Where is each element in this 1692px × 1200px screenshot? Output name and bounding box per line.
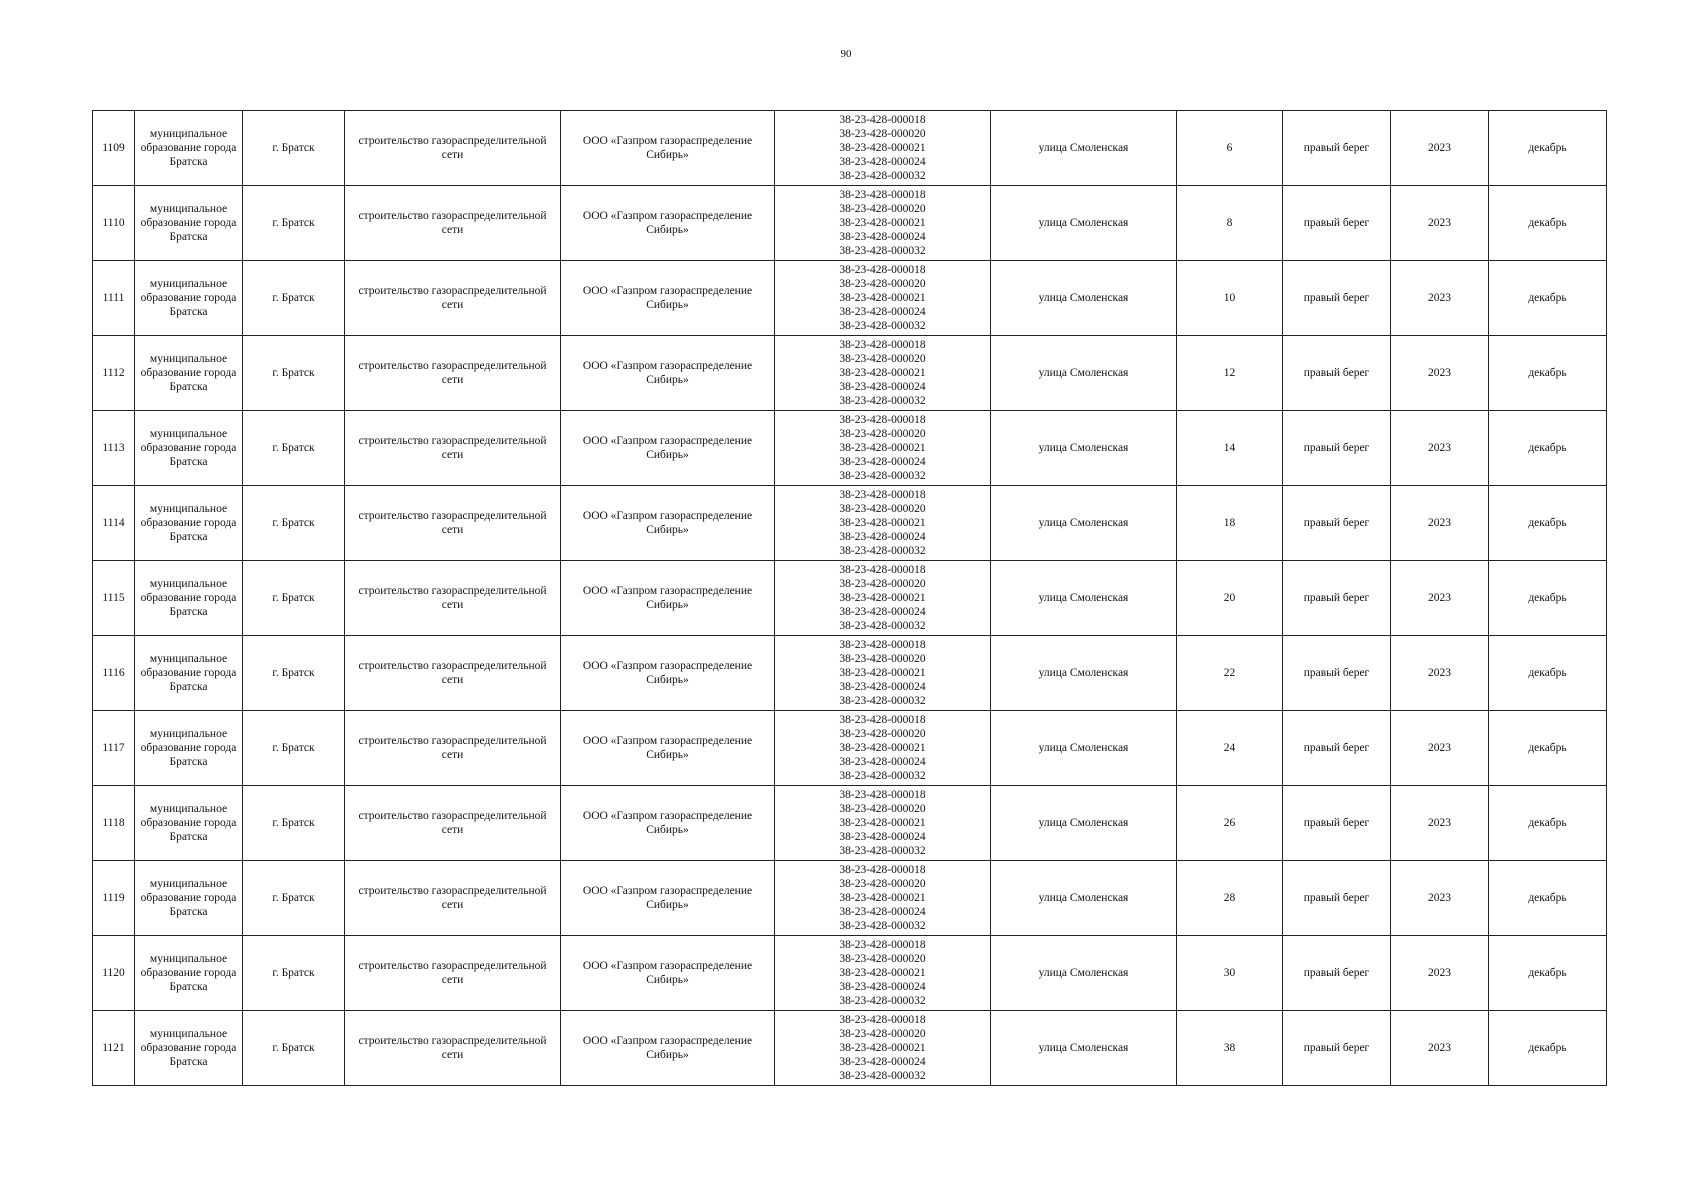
organization-cell: ООО «Газпром газораспределение Сибирь» — [561, 1011, 775, 1086]
river-bank-cell: правый берег — [1283, 861, 1391, 936]
municipality-cell: муниципальное образование города Братска — [135, 786, 243, 861]
table-row — [93, 336, 1607, 411]
row-number-cell: 1112 — [93, 336, 135, 411]
city-cell: г. Братск — [243, 411, 345, 486]
city-cell: г. Братск — [243, 111, 345, 186]
cadastral-number: 38-23-428-000020 — [839, 578, 926, 590]
city-cell: г. Братск — [243, 186, 345, 261]
cadastral-number: 38-23-428-000021 — [839, 442, 926, 454]
month-cell: декабрь — [1489, 636, 1607, 711]
cadastral-number: 38-23-428-000018 — [839, 264, 926, 276]
street-cell: улица Смоленская — [991, 186, 1177, 261]
street-cell: улица Смоленская — [991, 1011, 1177, 1086]
street-cell: улица Смоленская — [991, 111, 1177, 186]
row-number-cell: 1109 — [93, 111, 135, 186]
month-cell: декабрь — [1489, 261, 1607, 336]
cadastral-cell — [775, 336, 991, 411]
row-number-cell: 1120 — [93, 936, 135, 1011]
cadastral-number: 38-23-428-000032 — [839, 770, 926, 782]
cadastral-number: 38-23-428-000021 — [839, 667, 926, 679]
year-cell: 2023 — [1391, 636, 1489, 711]
organization-cell: ООО «Газпром газораспределение Сибирь» — [561, 111, 775, 186]
register-table — [92, 110, 1607, 1086]
cadastral-number: 38-23-428-000032 — [839, 395, 926, 407]
table-row — [93, 261, 1607, 336]
cadastral-number: 38-23-428-000021 — [839, 517, 926, 529]
table-row — [93, 486, 1607, 561]
cadastral-number: 38-23-428-000024 — [839, 756, 926, 768]
year-cell: 2023 — [1391, 336, 1489, 411]
cadastral-number: 38-23-428-000032 — [839, 545, 926, 557]
cadastral-number: 38-23-428-000024 — [839, 231, 926, 243]
city-cell: г. Братск — [243, 561, 345, 636]
organization-cell: ООО «Газпром газораспределение Сибирь» — [561, 711, 775, 786]
city-cell: г. Братск — [243, 261, 345, 336]
page-number: 90 — [840, 48, 852, 60]
table-row — [93, 111, 1607, 186]
municipality-cell: муниципальное образование города Братска — [135, 336, 243, 411]
municipality-cell: муниципальное образование города Братска — [135, 186, 243, 261]
river-bank-cell: правый берег — [1283, 186, 1391, 261]
month-cell: декабрь — [1489, 111, 1607, 186]
work-type-cell: строительство газораспределительной сети — [345, 636, 561, 711]
street-cell: улица Смоленская — [991, 411, 1177, 486]
house-number-cell: 26 — [1177, 786, 1283, 861]
table-row — [93, 636, 1607, 711]
cadastral-number: 38-23-428-000032 — [839, 470, 926, 482]
cadastral-number: 38-23-428-000032 — [839, 620, 926, 632]
house-number-cell: 38 — [1177, 1011, 1283, 1086]
year-cell: 2023 — [1391, 936, 1489, 1011]
street-cell: улица Смоленская — [991, 711, 1177, 786]
cadastral-number: 38-23-428-000024 — [839, 906, 926, 918]
organization-cell: ООО «Газпром газораспределение Сибирь» — [561, 936, 775, 1011]
cadastral-number: 38-23-428-000024 — [839, 306, 926, 318]
month-cell: декабрь — [1489, 711, 1607, 786]
cadastral-number: 38-23-428-000021 — [839, 967, 926, 979]
cadastral-number: 38-23-428-000018 — [839, 414, 926, 426]
cadastral-number: 38-23-428-000018 — [839, 864, 926, 876]
month-cell: декабрь — [1489, 186, 1607, 261]
cadastral-number: 38-23-428-000020 — [839, 1028, 926, 1040]
house-number-cell: 10 — [1177, 261, 1283, 336]
cadastral-number: 38-23-428-000020 — [839, 428, 926, 440]
organization-cell: ООО «Газпром газораспределение Сибирь» — [561, 561, 775, 636]
row-number-cell: 1116 — [93, 636, 135, 711]
cadastral-cell — [775, 111, 991, 186]
house-number-cell: 24 — [1177, 711, 1283, 786]
river-bank-cell: правый берег — [1283, 786, 1391, 861]
river-bank-cell: правый берег — [1283, 936, 1391, 1011]
river-bank-cell: правый берег — [1283, 111, 1391, 186]
river-bank-cell: правый берег — [1283, 711, 1391, 786]
cadastral-cell — [775, 486, 991, 561]
cadastral-number: 38-23-428-000032 — [839, 1070, 926, 1082]
work-type-cell: строительство газораспределительной сети — [345, 1011, 561, 1086]
table-row — [93, 711, 1607, 786]
cadastral-number: 38-23-428-000024 — [839, 1056, 926, 1068]
cadastral-number: 38-23-428-000018 — [839, 489, 926, 501]
cadastral-number: 38-23-428-000020 — [839, 878, 926, 890]
river-bank-cell: правый берег — [1283, 1011, 1391, 1086]
cadastral-cell — [775, 861, 991, 936]
city-cell: г. Братск — [243, 861, 345, 936]
year-cell: 2023 — [1391, 261, 1489, 336]
cadastral-cell — [775, 261, 991, 336]
river-bank-cell: правый берег — [1283, 336, 1391, 411]
table-row — [93, 936, 1607, 1011]
cadastral-number: 38-23-428-000018 — [839, 339, 926, 351]
cadastral-number: 38-23-428-000018 — [839, 1014, 926, 1026]
river-bank-cell: правый берег — [1283, 411, 1391, 486]
cadastral-number: 38-23-428-000021 — [839, 817, 926, 829]
table-row — [93, 786, 1607, 861]
month-cell: декабрь — [1489, 486, 1607, 561]
cadastral-number: 38-23-428-000021 — [839, 217, 926, 229]
cadastral-number: 38-23-428-000021 — [839, 892, 926, 904]
cadastral-number: 38-23-428-000020 — [839, 728, 926, 740]
house-number-cell: 28 — [1177, 861, 1283, 936]
cadastral-number: 38-23-428-000018 — [839, 639, 926, 651]
organization-cell: ООО «Газпром газораспределение Сибирь» — [561, 486, 775, 561]
table-row — [93, 186, 1607, 261]
cadastral-number: 38-23-428-000018 — [839, 714, 926, 726]
row-number-cell: 1111 — [93, 261, 135, 336]
cadastral-number: 38-23-428-000020 — [839, 128, 926, 140]
street-cell: улица Смоленская — [991, 786, 1177, 861]
row-number-cell: 1113 — [93, 411, 135, 486]
cadastral-number: 38-23-428-000020 — [839, 953, 926, 965]
cadastral-number: 38-23-428-000018 — [839, 189, 926, 201]
river-bank-cell: правый берег — [1283, 636, 1391, 711]
cadastral-number: 38-23-428-000020 — [839, 653, 926, 665]
work-type-cell: строительство газораспределительной сети — [345, 261, 561, 336]
cadastral-number: 38-23-428-000021 — [839, 367, 926, 379]
street-cell: улица Смоленская — [991, 336, 1177, 411]
row-number-cell: 1121 — [93, 1011, 135, 1086]
cadastral-number: 38-23-428-000024 — [839, 606, 926, 618]
cadastral-number: 38-23-428-000018 — [839, 939, 926, 951]
work-type-cell: строительство газораспределительной сети — [345, 486, 561, 561]
year-cell: 2023 — [1391, 861, 1489, 936]
cadastral-number: 38-23-428-000018 — [839, 114, 926, 126]
municipality-cell: муниципальное образование города Братска — [135, 861, 243, 936]
cadastral-number: 38-23-428-000024 — [839, 681, 926, 693]
organization-cell: ООО «Газпром газораспределение Сибирь» — [561, 336, 775, 411]
year-cell: 2023 — [1391, 111, 1489, 186]
month-cell: декабрь — [1489, 1011, 1607, 1086]
organization-cell: ООО «Газпром газораспределение Сибирь» — [561, 786, 775, 861]
street-cell: улица Смоленская — [991, 486, 1177, 561]
municipality-cell: муниципальное образование города Братска — [135, 561, 243, 636]
cadastral-number: 38-23-428-000021 — [839, 592, 926, 604]
cadastral-number: 38-23-428-000024 — [839, 156, 926, 168]
street-cell: улица Смоленская — [991, 636, 1177, 711]
work-type-cell: строительство газораспределительной сети — [345, 786, 561, 861]
row-number-cell: 1114 — [93, 486, 135, 561]
city-cell: г. Братск — [243, 636, 345, 711]
organization-cell: ООО «Газпром газораспределение Сибирь» — [561, 186, 775, 261]
cadastral-number: 38-23-428-000024 — [839, 531, 926, 543]
municipality-cell: муниципальное образование города Братска — [135, 936, 243, 1011]
cadastral-number: 38-23-428-000020 — [839, 278, 926, 290]
organization-cell: ООО «Газпром газораспределение Сибирь» — [561, 411, 775, 486]
table-row — [93, 1011, 1607, 1086]
municipality-cell: муниципальное образование города Братска — [135, 711, 243, 786]
house-number-cell: 12 — [1177, 336, 1283, 411]
table-row — [93, 411, 1607, 486]
cadastral-number: 38-23-428-000020 — [839, 503, 926, 515]
work-type-cell: строительство газораспределительной сети — [345, 561, 561, 636]
month-cell: декабрь — [1489, 561, 1607, 636]
work-type-cell: строительство газораспределительной сети — [345, 711, 561, 786]
organization-cell: ООО «Газпром газораспределение Сибирь» — [561, 261, 775, 336]
cadastral-cell — [775, 786, 991, 861]
table-body — [93, 111, 1607, 1086]
cadastral-cell — [775, 1011, 991, 1086]
house-number-cell: 20 — [1177, 561, 1283, 636]
row-number-cell: 1119 — [93, 861, 135, 936]
river-bank-cell: правый берег — [1283, 561, 1391, 636]
cadastral-number: 38-23-428-000024 — [839, 456, 926, 468]
street-cell: улица Смоленская — [991, 861, 1177, 936]
cadastral-number: 38-23-428-000021 — [839, 1042, 926, 1054]
cadastral-number: 38-23-428-000020 — [839, 803, 926, 815]
municipality-cell: муниципальное образование города Братска — [135, 261, 243, 336]
year-cell: 2023 — [1391, 561, 1489, 636]
year-cell: 2023 — [1391, 411, 1489, 486]
year-cell: 2023 — [1391, 1011, 1489, 1086]
cadastral-number: 38-23-428-000021 — [839, 142, 926, 154]
year-cell: 2023 — [1391, 486, 1489, 561]
cadastral-cell — [775, 636, 991, 711]
month-cell: декабрь — [1489, 411, 1607, 486]
house-number-cell: 18 — [1177, 486, 1283, 561]
cadastral-number: 38-23-428-000021 — [839, 292, 926, 304]
month-cell: декабрь — [1489, 786, 1607, 861]
cadastral-number: 38-23-428-000021 — [839, 742, 926, 754]
table-row — [93, 561, 1607, 636]
cadastral-cell — [775, 411, 991, 486]
street-cell: улица Смоленская — [991, 261, 1177, 336]
river-bank-cell: правый берег — [1283, 486, 1391, 561]
municipality-cell: муниципальное образование города Братска — [135, 111, 243, 186]
cadastral-number: 38-23-428-000018 — [839, 564, 926, 576]
cadastral-number: 38-23-428-000032 — [839, 245, 926, 257]
cadastral-number: 38-23-428-000032 — [839, 920, 926, 932]
house-number-cell: 6 — [1177, 111, 1283, 186]
row-number-cell: 1110 — [93, 186, 135, 261]
row-number-cell: 1115 — [93, 561, 135, 636]
work-type-cell: строительство газораспределительной сети — [345, 411, 561, 486]
row-number-cell: 1117 — [93, 711, 135, 786]
month-cell: декабрь — [1489, 336, 1607, 411]
year-cell: 2023 — [1391, 711, 1489, 786]
city-cell: г. Братск — [243, 786, 345, 861]
cadastral-number: 38-23-428-000024 — [839, 381, 926, 393]
municipality-cell: муниципальное образование города Братска — [135, 636, 243, 711]
cadastral-cell — [775, 711, 991, 786]
year-cell: 2023 — [1391, 186, 1489, 261]
city-cell: г. Братск — [243, 711, 345, 786]
street-cell: улица Смоленская — [991, 561, 1177, 636]
city-cell: г. Братск — [243, 936, 345, 1011]
river-bank-cell: правый берег — [1283, 261, 1391, 336]
cadastral-cell — [775, 936, 991, 1011]
municipality-cell: муниципальное образование города Братска — [135, 411, 243, 486]
month-cell: декабрь — [1489, 861, 1607, 936]
work-type-cell: строительство газораспределительной сети — [345, 936, 561, 1011]
municipality-cell: муниципальное образование города Братска — [135, 486, 243, 561]
cadastral-number: 38-23-428-000024 — [839, 831, 926, 843]
row-number-cell: 1118 — [93, 786, 135, 861]
year-cell: 2023 — [1391, 786, 1489, 861]
organization-cell: ООО «Газпром газораспределение Сибирь» — [561, 861, 775, 936]
work-type-cell: строительство газораспределительной сети — [345, 111, 561, 186]
cadastral-number: 38-23-428-000032 — [839, 995, 926, 1007]
cadastral-cell — [775, 561, 991, 636]
street-cell: улица Смоленская — [991, 936, 1177, 1011]
table-row — [93, 861, 1607, 936]
cadastral-number: 38-23-428-000032 — [839, 845, 926, 857]
city-cell: г. Братск — [243, 336, 345, 411]
cadastral-number: 38-23-428-000032 — [839, 320, 926, 332]
municipality-cell: муниципальное образование города Братска — [135, 1011, 243, 1086]
house-number-cell: 8 — [1177, 186, 1283, 261]
cadastral-number: 38-23-428-000024 — [839, 981, 926, 993]
cadastral-number: 38-23-428-000020 — [839, 353, 926, 365]
organization-cell: ООО «Газпром газораспределение Сибирь» — [561, 636, 775, 711]
house-number-cell: 30 — [1177, 936, 1283, 1011]
month-cell: декабрь — [1489, 936, 1607, 1011]
city-cell: г. Братск — [243, 1011, 345, 1086]
work-type-cell: строительство газораспределительной сети — [345, 861, 561, 936]
cadastral-number: 38-23-428-000020 — [839, 203, 926, 215]
house-number-cell: 14 — [1177, 411, 1283, 486]
work-type-cell: строительство газораспределительной сети — [345, 336, 561, 411]
cadastral-number: 38-23-428-000032 — [839, 170, 926, 182]
city-cell: г. Братск — [243, 486, 345, 561]
cadastral-number: 38-23-428-000018 — [839, 789, 926, 801]
cadastral-number: 38-23-428-000032 — [839, 695, 926, 707]
cadastral-cell — [775, 186, 991, 261]
work-type-cell: строительство газораспределительной сети — [345, 186, 561, 261]
house-number-cell: 22 — [1177, 636, 1283, 711]
